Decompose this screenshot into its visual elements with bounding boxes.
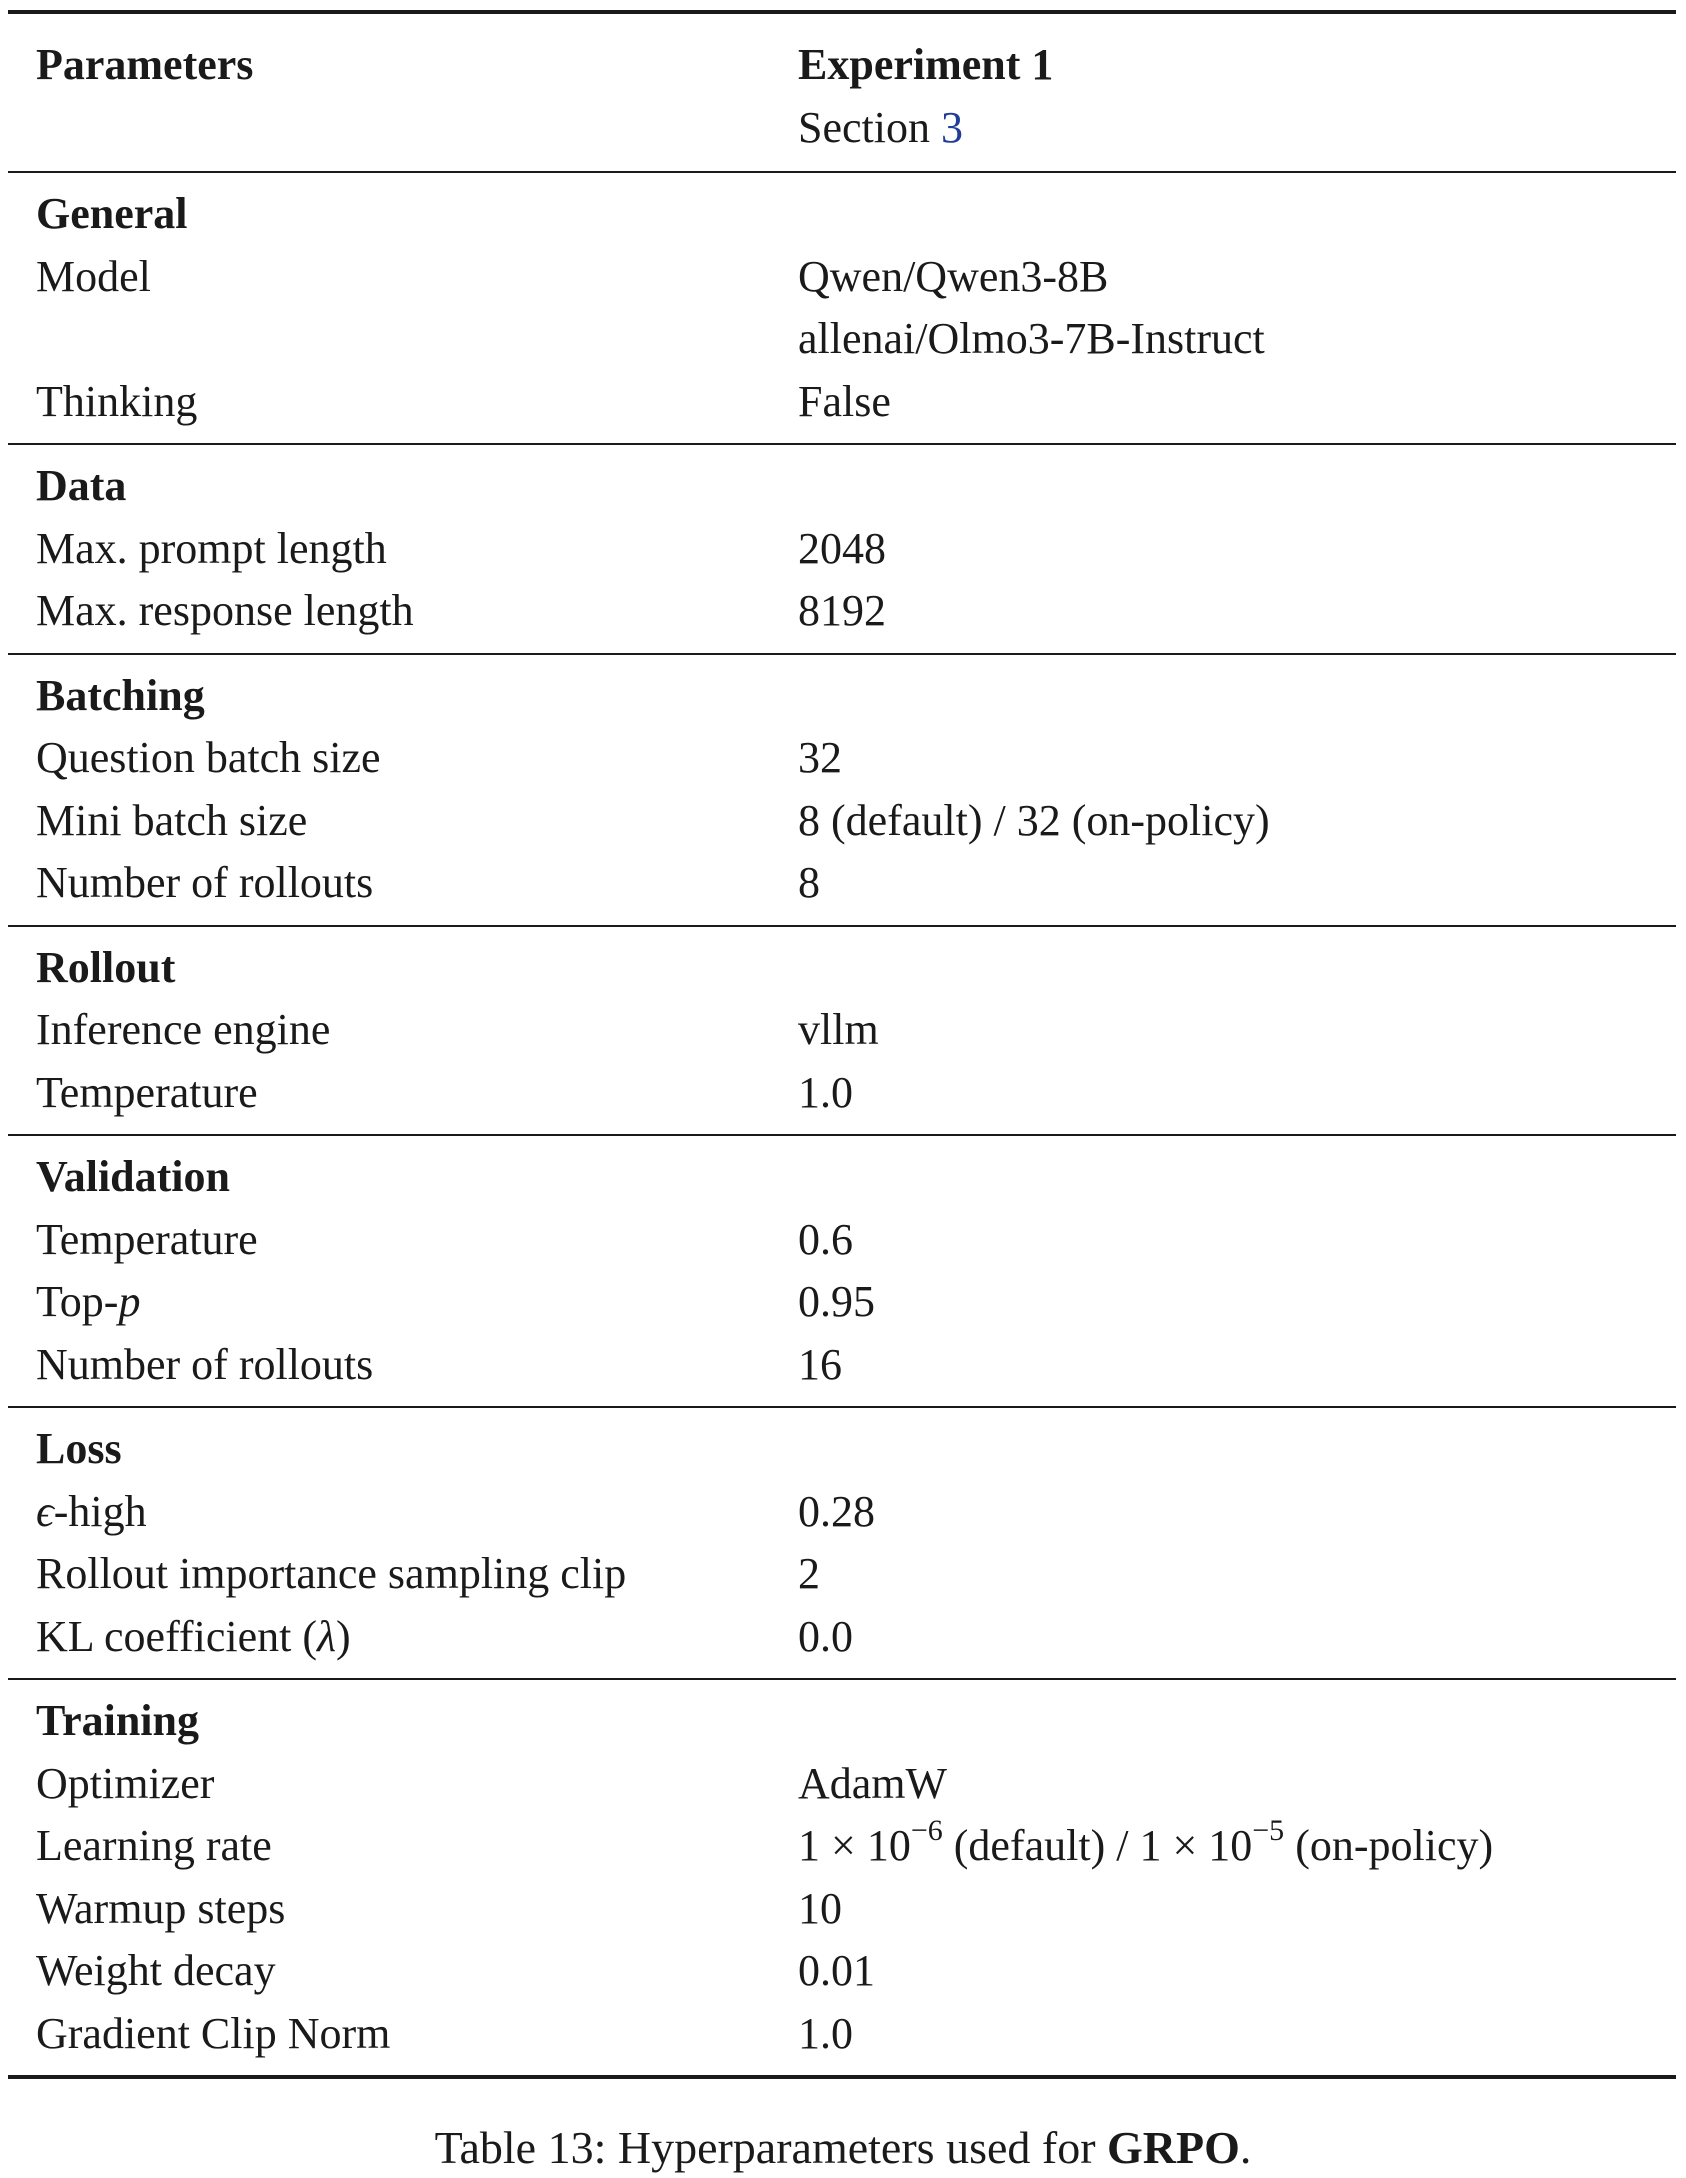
param-name: ϵ-high	[36, 1486, 147, 1536]
param-name: Weight decay	[36, 1946, 276, 1995]
param-name: Max. prompt length	[36, 523, 387, 573]
table-row	[8, 727, 1676, 790]
section-title: Training	[36, 1696, 200, 1745]
param-value: 16	[798, 1339, 842, 1389]
section-link[interactable]: 3	[940, 102, 963, 152]
param-name: Number of rollouts	[36, 1339, 374, 1389]
param-name: Thinking	[36, 376, 198, 426]
param-value: 0.28	[798, 1486, 875, 1536]
table-row	[8, 1543, 1676, 1606]
param-name: Temperature	[36, 1214, 258, 1264]
param-value: allenai/Olmo3-7B-Instruct	[798, 314, 1265, 363]
param-name: Inference engine	[36, 1005, 331, 1054]
param-name: Model	[36, 251, 151, 301]
table-header	[8, 14, 1676, 171]
param-value: vllm	[798, 1005, 879, 1054]
section-loss	[8, 1408, 1676, 1678]
table-row	[8, 852, 1676, 915]
table-row	[8, 790, 1676, 853]
section-data	[8, 445, 1676, 653]
param-value: 8192	[798, 586, 886, 635]
param-name: Learning rate	[36, 1821, 272, 1870]
section-title: Loss	[36, 1424, 122, 1473]
param-value: 0.95	[798, 1277, 875, 1326]
section-general	[8, 173, 1676, 443]
param-name: Mini batch size	[36, 795, 308, 845]
section-rollout	[8, 927, 1676, 1135]
param-name: Optimizer	[36, 1758, 215, 1808]
param-name: Max. response length	[36, 586, 414, 635]
param-name: Top-p	[36, 1277, 141, 1326]
section-title: Batching	[36, 670, 205, 720]
param-name: Rollout importance sampling clip	[36, 1549, 627, 1598]
section-title: Validation	[36, 1152, 231, 1201]
param-value: AdamW	[798, 1758, 948, 1808]
param-value: False	[798, 376, 891, 426]
table-row	[8, 1878, 1676, 1941]
table-row	[8, 1062, 1676, 1125]
table-row	[8, 518, 1676, 581]
param-name: KL coefficient (λ)	[36, 1611, 351, 1661]
param-value: Qwen/Qwen3-8B	[798, 251, 1109, 301]
table-row	[8, 1753, 1676, 1816]
section-title: Rollout	[36, 942, 176, 992]
bottom-rule	[8, 2075, 1676, 2079]
param-value: 8	[798, 858, 820, 907]
section-training	[8, 1680, 1676, 2075]
param-value: 1.0	[798, 1067, 853, 1117]
table-row	[8, 999, 1676, 1062]
section-validation	[8, 1136, 1676, 1406]
table-caption: Table 13: Hyperparameters used for GRPO.	[434, 2122, 1252, 2173]
section-batching	[8, 655, 1676, 925]
param-value: 32	[798, 733, 842, 782]
table-row	[8, 1334, 1676, 1397]
table-row	[8, 1606, 1676, 1669]
section-title: Data	[36, 461, 127, 510]
table-row	[8, 1815, 1676, 1878]
hyperparameter-table	[8, 10, 1676, 2079]
param-value: 2048	[798, 523, 886, 573]
header-experiment: Experiment 1	[798, 40, 1054, 89]
table-row	[8, 2003, 1676, 2066]
table-row	[8, 1481, 1676, 1544]
header-parameters: Parameters	[36, 40, 254, 89]
param-value: 10	[798, 1883, 842, 1933]
param-name: Number of rollouts	[36, 858, 374, 907]
param-name: Temperature	[36, 1067, 258, 1117]
param-value: 0.01	[798, 1946, 875, 1995]
param-name: Gradient Clip Norm	[36, 2008, 391, 2058]
param-value: 1.0	[798, 2008, 853, 2058]
table-row	[8, 308, 1676, 371]
param-name: Warmup steps	[36, 1883, 286, 1933]
table-row	[8, 1940, 1676, 2003]
param-value: 2	[798, 1549, 820, 1598]
header-section-ref: Section 3	[798, 102, 963, 152]
table-row	[8, 246, 1676, 309]
table-row	[8, 371, 1676, 434]
param-value: 8 (default) / 32 (on-policy)	[798, 795, 1270, 845]
param-value: 0.0	[798, 1611, 853, 1661]
param-name: Question batch size	[36, 733, 381, 782]
table-row	[8, 1209, 1676, 1272]
param-value: $1 \times 10^{-6}$ (default) / $1 \times 10^{-5}$ (on-policy)	[798, 1814, 1494, 1870]
table-row	[8, 580, 1676, 643]
section-title: General	[36, 189, 188, 238]
param-value: 0.6	[798, 1214, 853, 1264]
table-row	[8, 1271, 1676, 1334]
